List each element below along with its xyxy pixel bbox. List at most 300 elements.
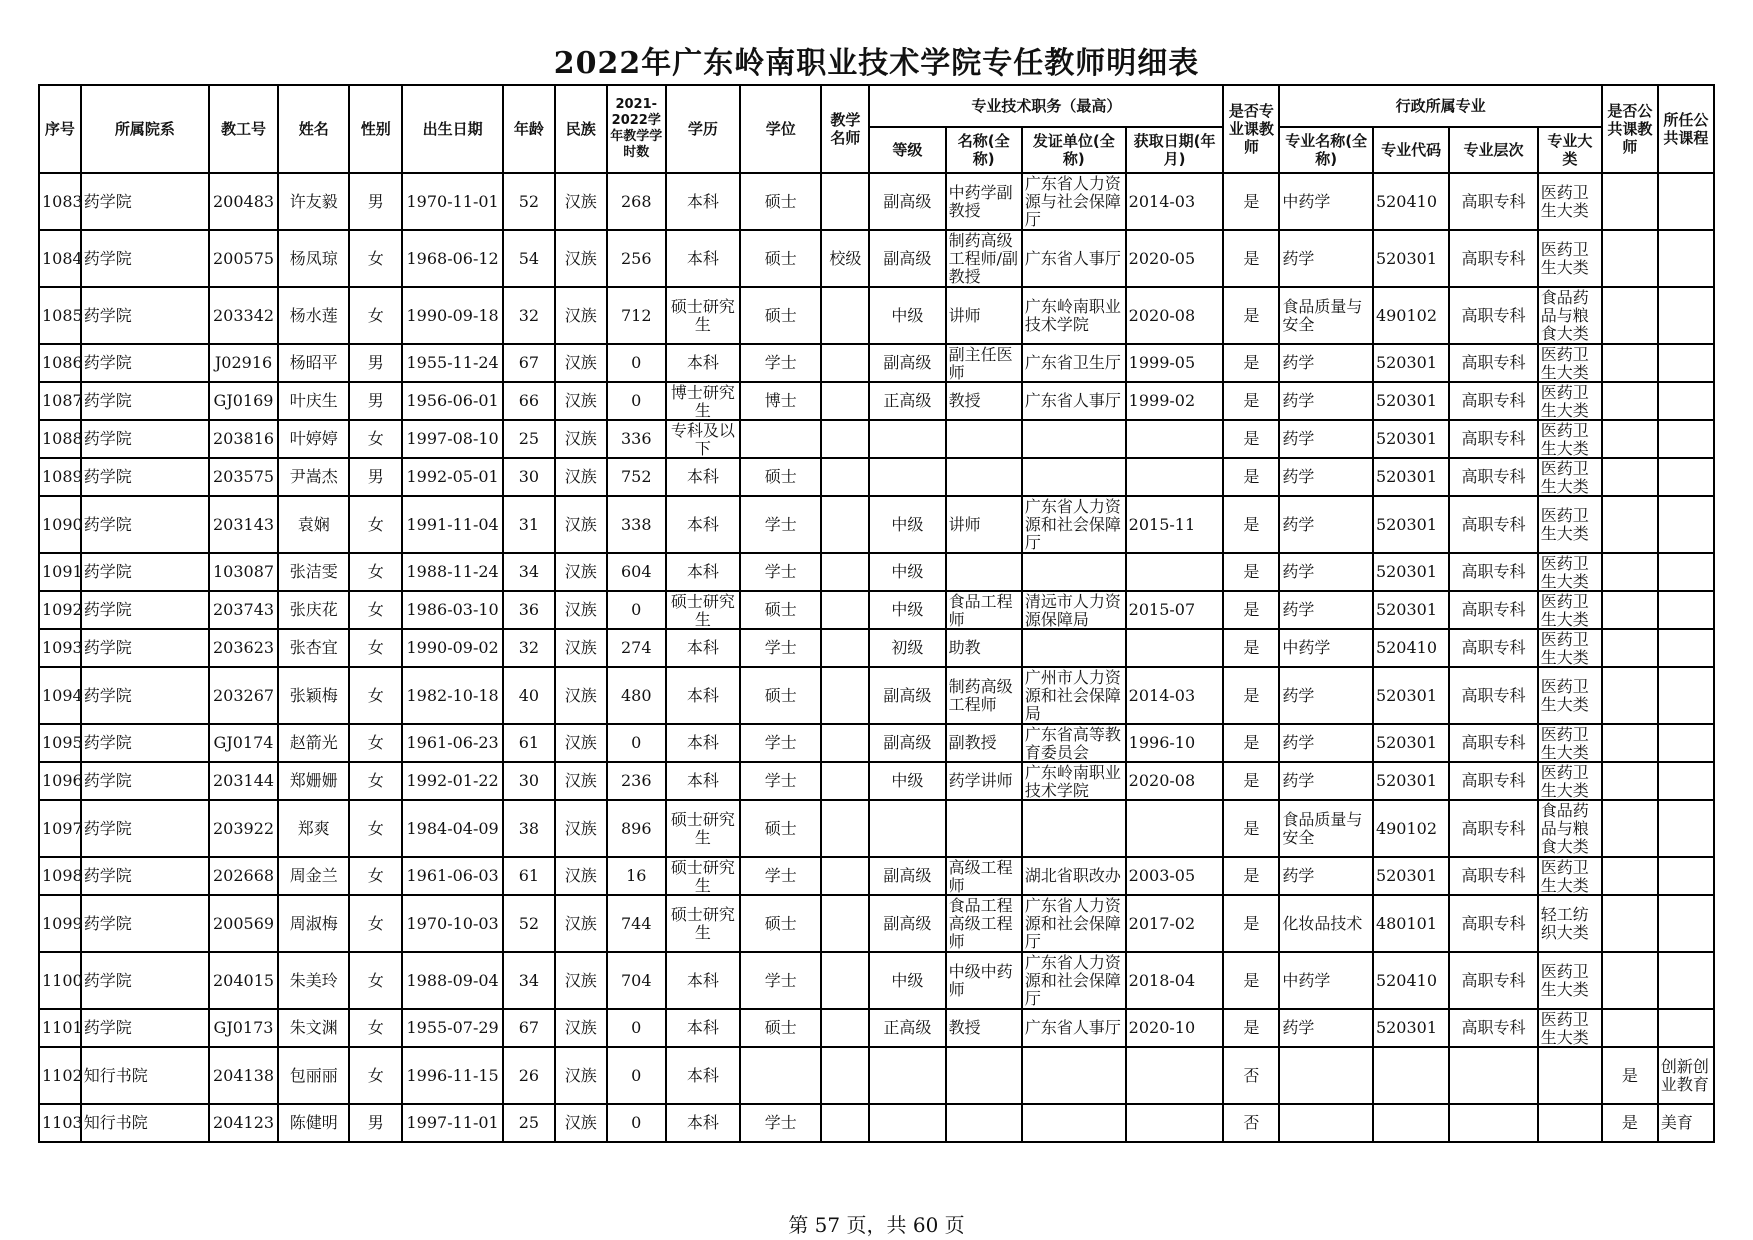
- cell-dept: 药学院: [81, 420, 209, 458]
- cell-hours: 480: [607, 667, 666, 724]
- cell-seq: 1103: [39, 1104, 81, 1142]
- cell-famous: [821, 800, 869, 857]
- cell-public: [1602, 667, 1658, 724]
- cell-public: 是: [1602, 1104, 1658, 1142]
- cell-mlevel: 高职专科: [1449, 591, 1538, 629]
- cell-course: [1658, 1009, 1714, 1047]
- cell-course: [1658, 420, 1714, 458]
- cell-name: 郑姗姗: [278, 762, 349, 800]
- cell-dept: 药学院: [81, 857, 209, 895]
- cell-mname: 药学: [1279, 857, 1373, 895]
- cell-mcode: 520301: [1373, 667, 1449, 724]
- header-hours: 2021-2022学年教学学时数: [607, 85, 666, 173]
- cell-degree: 学士: [740, 724, 821, 762]
- cell-hours: 256: [607, 230, 666, 287]
- cell-major: 是: [1223, 895, 1279, 952]
- cell-name: 张洁雯: [278, 553, 349, 591]
- cell-major: 是: [1223, 591, 1279, 629]
- cell-mcode: 490102: [1373, 800, 1449, 857]
- cell-staff-no: 200483: [209, 173, 278, 230]
- cell-gender: 女: [349, 762, 402, 800]
- header-is-major-teacher: 是否专业课教师: [1223, 85, 1279, 173]
- cell-public: [1602, 344, 1658, 382]
- table-row: [39, 857, 1714, 895]
- cell-age: 52: [503, 895, 555, 952]
- table-row: [39, 591, 1714, 629]
- cell-name: 叶庆生: [278, 382, 349, 420]
- cell-pname: [946, 1047, 1022, 1104]
- cell-mcode: 520301: [1373, 420, 1449, 458]
- cell-age: 40: [503, 667, 555, 724]
- cell-education: 本科: [666, 1047, 740, 1104]
- header-gender: 性别: [349, 85, 402, 173]
- cell-course: [1658, 667, 1714, 724]
- cell-mcat: 医药卫生大类: [1538, 952, 1602, 1009]
- cell-date: 2020-10: [1126, 1009, 1224, 1047]
- cell-dept: 药学院: [81, 287, 209, 344]
- table-row: [39, 895, 1714, 952]
- cell-pname: 高级工程师: [946, 857, 1022, 895]
- cell-course: [1658, 496, 1714, 553]
- cell-ethnic: 汉族: [555, 857, 607, 895]
- table-row: [39, 1104, 1714, 1142]
- cell-gender: 女: [349, 857, 402, 895]
- cell-degree: 学士: [740, 344, 821, 382]
- cell-issuer: [1022, 420, 1126, 458]
- cell-hours: 0: [607, 344, 666, 382]
- cell-mname: 中药学: [1279, 629, 1373, 667]
- cell-ethnic: 汉族: [555, 800, 607, 857]
- header-dept: 所属院系: [81, 85, 209, 173]
- cell-issuer: [1022, 458, 1126, 496]
- cell-seq: 1087: [39, 382, 81, 420]
- cell-seq: 1091: [39, 553, 81, 591]
- cell-staff-no: 204123: [209, 1104, 278, 1142]
- cell-issuer: 广东省人事厅: [1022, 230, 1126, 287]
- cell-mlevel: [1449, 1104, 1538, 1142]
- cell-mname: 药学: [1279, 230, 1373, 287]
- cell-date: 2020-05: [1126, 230, 1224, 287]
- cell-mlevel: 高职专科: [1449, 800, 1538, 857]
- cell-seq: 1094: [39, 667, 81, 724]
- cell-major: 是: [1223, 724, 1279, 762]
- cell-course: [1658, 800, 1714, 857]
- cell-hours: 604: [607, 553, 666, 591]
- cell-issuer: [1022, 629, 1126, 667]
- cell-course: [1658, 952, 1714, 1009]
- cell-mcode: [1373, 1047, 1449, 1104]
- cell-major: 否: [1223, 1104, 1279, 1142]
- cell-level: 中级: [869, 591, 945, 629]
- cell-gender: 女: [349, 553, 402, 591]
- header-major-name: 专业名称(全称): [1279, 127, 1373, 173]
- cell-major: 是: [1223, 287, 1279, 344]
- cell-degree: 学士: [740, 629, 821, 667]
- cell-birth: 1997-08-10: [402, 420, 503, 458]
- cell-mname: 药学: [1279, 496, 1373, 553]
- cell-hours: 744: [607, 895, 666, 952]
- cell-gender: 女: [349, 800, 402, 857]
- cell-mcode: 480101: [1373, 895, 1449, 952]
- cell-mcat: 医药卫生大类: [1538, 458, 1602, 496]
- cell-pname: 中药学副教授: [946, 173, 1022, 230]
- header-major-level: 专业层次: [1449, 127, 1538, 173]
- cell-mcat: 医药卫生大类: [1538, 629, 1602, 667]
- cell-birth: 1961-06-03: [402, 857, 503, 895]
- cell-dept: 药学院: [81, 173, 209, 230]
- cell-degree: 硕士: [740, 287, 821, 344]
- cell-pname: [946, 553, 1022, 591]
- cell-mname: 食品质量与安全: [1279, 287, 1373, 344]
- cell-issuer: 广东省人事厅: [1022, 1009, 1126, 1047]
- cell-education: 本科: [666, 173, 740, 230]
- cell-hours: 0: [607, 1047, 666, 1104]
- cell-public: [1602, 591, 1658, 629]
- cell-ethnic: 汉族: [555, 173, 607, 230]
- cell-education: 本科: [666, 230, 740, 287]
- cell-staff-no: GJ0173: [209, 1009, 278, 1047]
- cell-degree: 学士: [740, 762, 821, 800]
- cell-hours: 896: [607, 800, 666, 857]
- cell-dept: 药学院: [81, 762, 209, 800]
- cell-birth: 1955-11-24: [402, 344, 503, 382]
- cell-issuer: 广东岭南职业技术学院: [1022, 762, 1126, 800]
- cell-mcat: 医药卫生大类: [1538, 857, 1602, 895]
- table-row: [39, 800, 1714, 857]
- cell-level: [869, 420, 945, 458]
- cell-famous: [821, 496, 869, 553]
- cell-age: 30: [503, 458, 555, 496]
- cell-mlevel: 高职专科: [1449, 382, 1538, 420]
- cell-staff-no: 202668: [209, 857, 278, 895]
- cell-public: [1602, 287, 1658, 344]
- cell-age: 66: [503, 382, 555, 420]
- cell-gender: 男: [349, 173, 402, 230]
- cell-dept: 药学院: [81, 952, 209, 1009]
- cell-mcat: 医药卫生大类: [1538, 496, 1602, 553]
- cell-issuer: 广东省人事厅: [1022, 382, 1126, 420]
- cell-mcode: 520301: [1373, 724, 1449, 762]
- cell-famous: [821, 762, 869, 800]
- cell-ethnic: 汉族: [555, 1047, 607, 1104]
- cell-date: 2015-07: [1126, 591, 1224, 629]
- cell-name: 朱文渊: [278, 1009, 349, 1047]
- cell-ethnic: 汉族: [555, 895, 607, 952]
- cell-pname: 讲师: [946, 496, 1022, 553]
- cell-name: 叶婷婷: [278, 420, 349, 458]
- cell-issuer: 湖北省职改办: [1022, 857, 1126, 895]
- cell-dept: 药学院: [81, 724, 209, 762]
- cell-education: 博士研究生: [666, 382, 740, 420]
- cell-dept: 药学院: [81, 895, 209, 952]
- cell-famous: [821, 895, 869, 952]
- cell-pname: 中级中药师: [946, 952, 1022, 1009]
- cell-seq: 1092: [39, 591, 81, 629]
- cell-seq: 1096: [39, 762, 81, 800]
- cell-staff-no: 203342: [209, 287, 278, 344]
- cell-ethnic: 汉族: [555, 952, 607, 1009]
- cell-hours: 0: [607, 1104, 666, 1142]
- cell-major: 是: [1223, 952, 1279, 1009]
- cell-course: [1658, 382, 1714, 420]
- cell-public: [1602, 800, 1658, 857]
- table-row: [39, 667, 1714, 724]
- cell-pname: 制药高级工程师: [946, 667, 1022, 724]
- table-row: [39, 344, 1714, 382]
- cell-education: 本科: [666, 553, 740, 591]
- cell-public: 是: [1602, 1047, 1658, 1104]
- cell-birth: 1961-06-23: [402, 724, 503, 762]
- cell-birth: 1988-11-24: [402, 553, 503, 591]
- cell-famous: [821, 1009, 869, 1047]
- cell-birth: 1990-09-02: [402, 629, 503, 667]
- cell-degree: [740, 420, 821, 458]
- table-row: [39, 1009, 1714, 1047]
- cell-age: 61: [503, 724, 555, 762]
- cell-age: 26: [503, 1047, 555, 1104]
- cell-education: 硕士研究生: [666, 857, 740, 895]
- cell-public: [1602, 382, 1658, 420]
- cell-date: 2014-03: [1126, 667, 1224, 724]
- cell-famous: 校级: [821, 230, 869, 287]
- cell-degree: 硕士: [740, 458, 821, 496]
- cell-level: 副高级: [869, 667, 945, 724]
- cell-public: [1602, 173, 1658, 230]
- cell-hours: 268: [607, 173, 666, 230]
- cell-hours: 0: [607, 724, 666, 762]
- cell-gender: 女: [349, 420, 402, 458]
- cell-education: 本科: [666, 458, 740, 496]
- cell-mcode: 520301: [1373, 762, 1449, 800]
- cell-birth: 1990-09-18: [402, 287, 503, 344]
- cell-mcat: 医药卫生大类: [1538, 591, 1602, 629]
- cell-mlevel: [1449, 1047, 1538, 1104]
- cell-date: 1996-10: [1126, 724, 1224, 762]
- cell-staff-no: J02916: [209, 344, 278, 382]
- cell-level: 中级: [869, 553, 945, 591]
- cell-staff-no: GJ0169: [209, 382, 278, 420]
- cell-seq: 1085: [39, 287, 81, 344]
- cell-age: 32: [503, 287, 555, 344]
- cell-seq: 1090: [39, 496, 81, 553]
- cell-level: 正高级: [869, 382, 945, 420]
- cell-seq: 1086: [39, 344, 81, 382]
- cell-mname: 药学: [1279, 724, 1373, 762]
- cell-mname: 药学: [1279, 1009, 1373, 1047]
- cell-public: [1602, 895, 1658, 952]
- cell-major: 否: [1223, 1047, 1279, 1104]
- cell-mcode: 520301: [1373, 1009, 1449, 1047]
- cell-birth: 1996-11-15: [402, 1047, 503, 1104]
- cell-date: [1126, 800, 1224, 857]
- header-prof-group: 专业技术职务（最高）: [869, 85, 1223, 127]
- cell-mname: 药学: [1279, 553, 1373, 591]
- cell-name: 杨凤琼: [278, 230, 349, 287]
- cell-major: 是: [1223, 420, 1279, 458]
- cell-education: 本科: [666, 496, 740, 553]
- cell-dept: 药学院: [81, 667, 209, 724]
- cell-dept: 药学院: [81, 553, 209, 591]
- cell-birth: 1997-11-01: [402, 1104, 503, 1142]
- cell-mname: 药学: [1279, 344, 1373, 382]
- cell-mname: [1279, 1047, 1373, 1104]
- header-is-public-teacher: 是否公共课教师: [1602, 85, 1658, 173]
- cell-mcode: 520301: [1373, 458, 1449, 496]
- cell-birth: 1956-06-01: [402, 382, 503, 420]
- cell-mcode: 520301: [1373, 496, 1449, 553]
- cell-mcat: 医药卫生大类: [1538, 173, 1602, 230]
- cell-education: 本科: [666, 952, 740, 1009]
- cell-seq: 1093: [39, 629, 81, 667]
- cell-name: 杨水莲: [278, 287, 349, 344]
- cell-famous: [821, 952, 869, 1009]
- cell-seq: 1095: [39, 724, 81, 762]
- header-prof-issuer: 发证单位(全称): [1022, 127, 1126, 173]
- cell-public: [1602, 629, 1658, 667]
- cell-major: 是: [1223, 382, 1279, 420]
- table-row: [39, 173, 1714, 230]
- cell-public: [1602, 420, 1658, 458]
- cell-level: 副高级: [869, 857, 945, 895]
- cell-mlevel: 高职专科: [1449, 496, 1538, 553]
- cell-level: 副高级: [869, 895, 945, 952]
- cell-famous: [821, 857, 869, 895]
- cell-mcode: 520301: [1373, 230, 1449, 287]
- cell-hours: 0: [607, 1009, 666, 1047]
- cell-date: 1999-05: [1126, 344, 1224, 382]
- cell-issuer: 广东省人力资源和社会保障厅: [1022, 496, 1126, 553]
- cell-public: [1602, 458, 1658, 496]
- cell-ethnic: 汉族: [555, 1104, 607, 1142]
- cell-public: [1602, 857, 1658, 895]
- cell-mcat: 轻工纺织大类: [1538, 895, 1602, 952]
- cell-birth: 1992-01-22: [402, 762, 503, 800]
- cell-staff-no: 203816: [209, 420, 278, 458]
- cell-education: 本科: [666, 1009, 740, 1047]
- cell-mlevel: 高职专科: [1449, 230, 1538, 287]
- cell-education: 本科: [666, 724, 740, 762]
- cell-ethnic: 汉族: [555, 458, 607, 496]
- cell-hours: 704: [607, 952, 666, 1009]
- cell-mlevel: 高职专科: [1449, 629, 1538, 667]
- cell-mlevel: 高职专科: [1449, 1009, 1538, 1047]
- cell-age: 67: [503, 1009, 555, 1047]
- cell-date: [1126, 553, 1224, 591]
- cell-level: 副高级: [869, 724, 945, 762]
- cell-mcode: 520301: [1373, 857, 1449, 895]
- cell-dept: 知行书院: [81, 1104, 209, 1142]
- cell-mcode: 520301: [1373, 344, 1449, 382]
- cell-mname: 药学: [1279, 420, 1373, 458]
- cell-birth: 1984-04-09: [402, 800, 503, 857]
- header-age: 年龄: [503, 85, 555, 173]
- cell-mlevel: 高职专科: [1449, 952, 1538, 1009]
- cell-age: 36: [503, 591, 555, 629]
- cell-gender: 女: [349, 1009, 402, 1047]
- header-public-course: 所任公共课程: [1658, 85, 1714, 173]
- cell-date: 2020-08: [1126, 762, 1224, 800]
- header-ethnic: 民族: [555, 85, 607, 173]
- cell-degree: 硕士: [740, 591, 821, 629]
- cell-issuer: [1022, 1047, 1126, 1104]
- table-row: [39, 1047, 1714, 1104]
- cell-mname: 中药学: [1279, 173, 1373, 230]
- cell-mlevel: 高职专科: [1449, 762, 1538, 800]
- cell-birth: 1970-11-01: [402, 173, 503, 230]
- cell-hours: 0: [607, 382, 666, 420]
- cell-ethnic: 汉族: [555, 553, 607, 591]
- cell-major: 是: [1223, 344, 1279, 382]
- cell-education: 硕士研究生: [666, 800, 740, 857]
- cell-age: 67: [503, 344, 555, 382]
- cell-famous: [821, 724, 869, 762]
- cell-name: 包丽丽: [278, 1047, 349, 1104]
- cell-pname: 食品工程高级工程师: [946, 895, 1022, 952]
- cell-gender: 男: [349, 344, 402, 382]
- cell-age: 34: [503, 553, 555, 591]
- cell-issuer: [1022, 800, 1126, 857]
- teacher-table: [38, 84, 1715, 1143]
- cell-mcat: 医药卫生大类: [1538, 724, 1602, 762]
- cell-major: 是: [1223, 857, 1279, 895]
- cell-mcode: 520301: [1373, 382, 1449, 420]
- table-row: [39, 420, 1714, 458]
- cell-level: [869, 458, 945, 496]
- cell-degree: 硕士: [740, 173, 821, 230]
- page-footer: 第 57 页，共 60 页: [788, 1213, 965, 1237]
- header-education: 学历: [666, 85, 740, 173]
- cell-level: 副高级: [869, 230, 945, 287]
- cell-course: [1658, 857, 1714, 895]
- cell-dept: 知行书院: [81, 1047, 209, 1104]
- cell-mlevel: 高职专科: [1449, 857, 1538, 895]
- cell-birth: 1988-09-04: [402, 952, 503, 1009]
- cell-major: 是: [1223, 553, 1279, 591]
- cell-hours: 274: [607, 629, 666, 667]
- cell-ethnic: 汉族: [555, 1009, 607, 1047]
- cell-education: 硕士研究生: [666, 895, 740, 952]
- cell-level: 中级: [869, 762, 945, 800]
- cell-pname: [946, 420, 1022, 458]
- cell-staff-no: 203144: [209, 762, 278, 800]
- cell-mname: 药学: [1279, 762, 1373, 800]
- cell-gender: 男: [349, 382, 402, 420]
- cell-major: 是: [1223, 1009, 1279, 1047]
- cell-dept: 药学院: [81, 1009, 209, 1047]
- cell-famous: [821, 458, 869, 496]
- cell-pname: 助教: [946, 629, 1022, 667]
- cell-mname: 药学: [1279, 667, 1373, 724]
- cell-degree: 学士: [740, 1104, 821, 1142]
- cell-mcat: [1538, 1047, 1602, 1104]
- cell-staff-no: 203267: [209, 667, 278, 724]
- cell-major: 是: [1223, 458, 1279, 496]
- header-prof-date: 获取日期(年月): [1126, 127, 1224, 173]
- cell-issuer: 广东省人力资源和社会保障厅: [1022, 952, 1126, 1009]
- cell-mcat: 食品药品与粮食大类: [1538, 287, 1602, 344]
- cell-famous: [821, 420, 869, 458]
- cell-date: [1126, 1047, 1224, 1104]
- cell-birth: 1968-06-12: [402, 230, 503, 287]
- cell-level: 中级: [869, 287, 945, 344]
- cell-mlevel: 高职专科: [1449, 724, 1538, 762]
- page-title: 2022年广东岭南职业技术学院专任教师明细表: [553, 46, 1200, 81]
- cell-gender: 男: [349, 1104, 402, 1142]
- cell-famous: [821, 553, 869, 591]
- cell-hours: 16: [607, 857, 666, 895]
- cell-name: 袁娴: [278, 496, 349, 553]
- cell-ethnic: 汉族: [555, 496, 607, 553]
